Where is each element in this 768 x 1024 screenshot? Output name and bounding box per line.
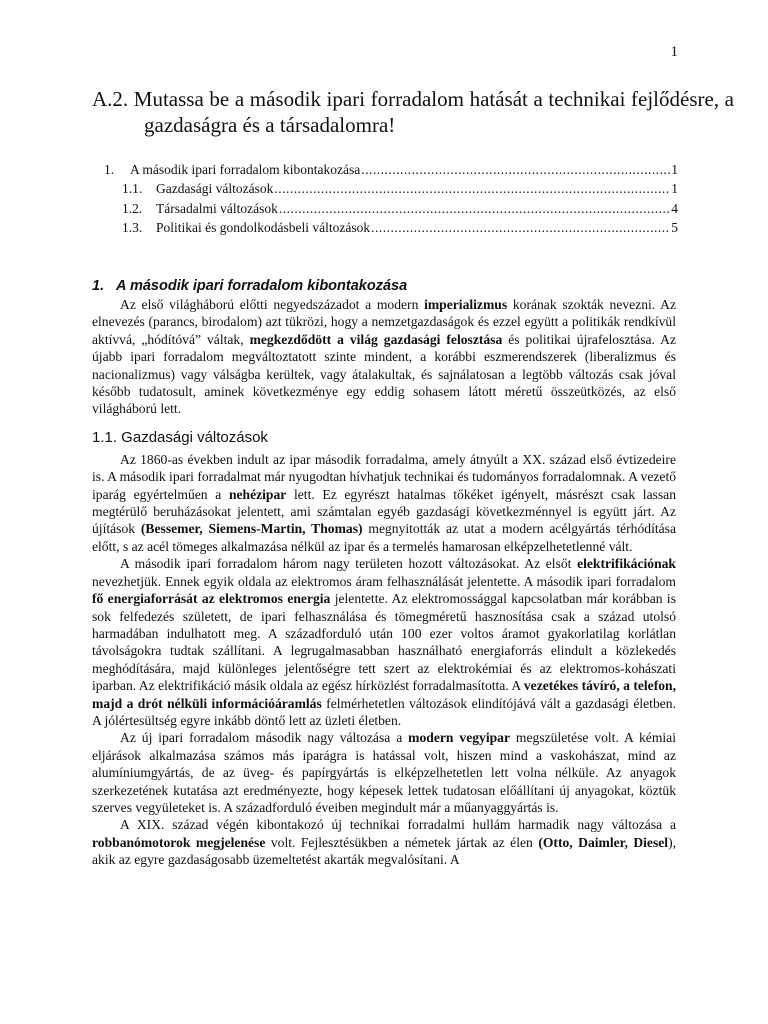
- toc-entry-page: 4: [671, 200, 678, 216]
- toc-entry-page: 1: [671, 162, 678, 177]
- toc-entry-page: 1: [671, 181, 678, 197]
- bold-term: (Bessemer, Siemens-Martin, Thomas): [140, 521, 363, 537]
- toc-entry-number: 1.: [104, 162, 115, 177]
- section-number: 1.: [92, 278, 105, 294]
- subsection-heading: 1.1. Gazdasági változások: [92, 428, 268, 446]
- table-of-contents: [104, 162, 678, 240]
- toc-leader-dots: [361, 162, 670, 178]
- body-paragraph: Az új ipari forradalom második nagy változása a modern vegyipar megszületése volt. A kémiai eljárások alkalmazása számos más iparágra is hatással volt, hiszen mind a vaskohászat, mind az alumíniumgyártás, de az üveg- és papírgyártás is elképzelhetetlen lett volna nélküle. Az anyagok szerkezetének kutatása azt eredményezte, hogy képesek lettek tudatosan előállítani új anyagokat, köztük szerves vegyületeket is. A századforduló éveiben megindult már a műanyaggyártás is.: [92, 730, 676, 815]
- body-paragraph: A második ipari forradalom három nagy területen hozott változásokat. Az elsőt elektrifikációnak nevezhetjük. Ennek egyik oldala az elektromos áram felhasználását jelentette. A második ipari forradalom fő energiaforrását az elektromos energia jelentette. Az elektromossággal kapcsolatban már korábban is sok felfedezés született, de ipari felhasználása és tömegméretű hasznosítása csak a század utolsó harmadában indulhatott meg. A századforduló után 100 ezer voltos áramot gyakorlatilag korlátlan távolságokra tudtak szállítani. A legrugalmasabban használható energiaforrás elindult a közlekedés meghódítására, majd különleges jelentőségre tett szert az elektrokémiai és az elektromos-kohászati iparban. Az elektrifikáció másik oldala az egész hírközlést forradalmasította. A vezetékes távíró, a telefon, majd a drót nélküli információáramlás felmérhetetlen változások elindítójává vált a gazdasági életben. A jólértesültség egyre inkább döntő lett az üzleti életben.: [92, 556, 676, 728]
- toc-entry-number: 1.2.: [122, 200, 143, 216]
- body-paragraph: A XIX. század végén kibontakozó új technikai forradalmi hullám harmadik nagy változása a robbanómotorok megjelenése volt. Fejlesztésükben a németek jártak az élen (Otto, Daimler, Diesel), akik az egyre gazdaságosabb üzemeltetést akarták megvalósítani. A: [92, 817, 676, 868]
- toc-entry-number: 1.1.: [122, 181, 143, 197]
- toc-entry-label: A második ipari forradalom kibontakozása: [130, 162, 361, 177]
- toc-entry[interactable]: [104, 201, 678, 220]
- toc-leader-dots: [274, 181, 670, 197]
- bold-term: imperializmus: [424, 297, 508, 312]
- toc-entry-label: Társadalmi változások: [156, 200, 278, 216]
- toc-leader-dots: [371, 220, 670, 236]
- toc-entry[interactable]: [104, 181, 678, 200]
- section-title: A második ipari forradalom kibontakozása: [116, 278, 408, 294]
- bold-term: elektrifikációnak: [577, 556, 676, 572]
- bold-term: fő energiaforrását az elektromos energia: [92, 591, 331, 607]
- section-heading: [92, 276, 676, 296]
- toc-entry[interactable]: [104, 162, 678, 181]
- page-number: 1: [670, 44, 678, 60]
- bold-term: megkezdődött a világ gazdasági felosztása: [249, 331, 503, 347]
- toc-leader-dots: [279, 201, 670, 217]
- page-title: A.2. Mutassa be a második ipari forradalom hatását a technikai fejlődésre, a gazdaságra és a társadalomra!: [92, 87, 734, 137]
- bold-term: nehézipar: [228, 486, 287, 502]
- body-paragraph: Az 1860-as években indult az ipar második forradalma, amely átnyúlt a XX. század első évtizedeire is. A második ipari forradalmat már nyugodtan hívhatjuk technikai és tudományos forradalomnak. A vezető iparág egyértelműen a nehézipar lett. Ez egyrészt hatalmas tőkéket igényelt, másrészt csak lassan megtérülő beruházásokat jelentett, ami számtalan egyéb gazdasági következménnyel is együtt járt. Az újítások (Bessemer, Siemens-Martin, Thomas) megnyitották az utat a modern acélgyártás térhódítása előtt, s az acél tömeges alkalmazása nélkül az ipar és a termelés hamarosan elképzelhetetlenné vált.: [92, 451, 677, 554]
- toc-entry-page: 5: [671, 220, 678, 236]
- toc-entry-label: Gazdasági változások: [156, 181, 274, 197]
- body-paragraph: Az első világháború előtti negyedszázadot a modern imperializmus korának szokták nevezni. Az elnevezés (parancs, birodalom) azt tükrözi, hogy a nemzetgazdaságok és ezzel együtt a politikák rendkívül aktívvá, „hódítóvá” váltak, megkezdődött a világ gazdasági felosztása és politikai újrafelosztása. Az újabb ipari forradalom megváltoztatott szinte mindent, a korábbi eszmerendszerek (liberalizmus és nacionalizmus) vagy válságba kerültek, vagy átalakultak, és sajnálatosan a legtöbb változás csak jóval később tudatosult, aminek következménye egy eddig sohasem látott méretű összeütközés, az első világháború lett.: [92, 297, 676, 417]
- toc-entry[interactable]: [104, 220, 678, 239]
- bold-term: modern vegyipar: [408, 730, 510, 746]
- bold-term: vezetékes távíró, a telefon, majd a drót nélküli információáramlás: [92, 678, 676, 711]
- toc-entry-label: Politikai és gondolkodásbeli változások: [156, 220, 371, 236]
- bold-term: (Otto, Daimler, Diesel: [538, 834, 669, 850]
- toc-entry-number: 1.3.: [122, 220, 143, 236]
- bold-term: robbanómotorok megjelenése: [92, 834, 266, 850]
- document-body: [92, 276, 676, 869]
